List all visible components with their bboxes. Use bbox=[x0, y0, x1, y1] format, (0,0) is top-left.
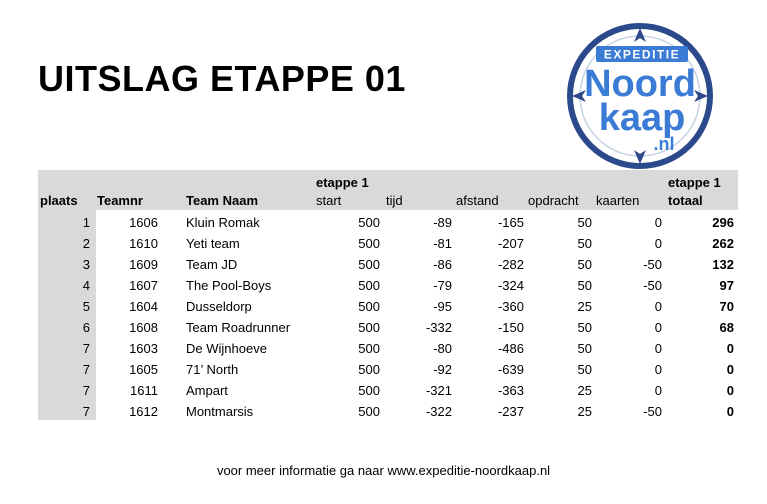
cell-plaats: 2 bbox=[82, 236, 90, 251]
cell-afstand: -282 bbox=[497, 257, 524, 272]
cell-naam: Ampart bbox=[186, 383, 228, 398]
cell-opdracht: 50 bbox=[577, 257, 592, 272]
cell-tijd: -95 bbox=[433, 299, 452, 314]
col-header-tijd: tijd bbox=[386, 193, 403, 208]
cell-totaal: 296 bbox=[712, 215, 734, 230]
cell-plaats: 7 bbox=[82, 341, 90, 356]
cell-teamnr: 1605 bbox=[129, 362, 158, 377]
col-header-plaats: plaats bbox=[40, 193, 78, 208]
cell-opdracht: 50 bbox=[577, 362, 592, 377]
cell-afstand: -360 bbox=[497, 299, 524, 314]
cell-teamnr: 1609 bbox=[129, 257, 158, 272]
cell-naam: De Wijnhoeve bbox=[186, 341, 267, 356]
cell-teamnr: 1611 bbox=[130, 383, 158, 398]
cell-opdracht: 50 bbox=[577, 278, 592, 293]
cell-start: 500 bbox=[358, 383, 380, 398]
cell-afstand: -363 bbox=[497, 383, 524, 398]
cell-plaats: 7 bbox=[82, 404, 90, 419]
cell-kaarten: 0 bbox=[654, 362, 662, 377]
col-header-teamnr: Teamnr bbox=[97, 193, 143, 208]
cell-naam: The Pool-Boys bbox=[186, 278, 272, 293]
col-header-totaal: totaal bbox=[668, 193, 703, 208]
cell-tijd: -92 bbox=[433, 362, 452, 377]
cell-start: 500 bbox=[358, 278, 380, 293]
cell-tijd: -80 bbox=[433, 341, 452, 356]
cell-start: 500 bbox=[358, 404, 380, 419]
cell-totaal: 262 bbox=[712, 236, 734, 251]
cell-tijd: -89 bbox=[433, 215, 452, 230]
cell-totaal: 0 bbox=[726, 362, 734, 377]
cell-naam: Team Roadrunner bbox=[186, 320, 291, 335]
cell-tijd: -322 bbox=[425, 404, 452, 419]
cell-teamnr: 1603 bbox=[129, 341, 158, 356]
cell-plaats: 5 bbox=[82, 299, 90, 314]
cell-plaats: 1 bbox=[82, 215, 90, 230]
page-title: UITSLAG ETAPPE 01 bbox=[38, 58, 406, 99]
cell-tijd: -86 bbox=[433, 257, 452, 272]
cell-afstand: -639 bbox=[497, 362, 524, 377]
cell-opdracht: 50 bbox=[577, 236, 592, 251]
cell-opdracht: 50 bbox=[577, 215, 592, 230]
cell-teamnr: 1612 bbox=[129, 404, 158, 419]
cell-start: 500 bbox=[358, 341, 380, 356]
cell-totaal: 68 bbox=[719, 320, 734, 335]
cell-naam: Team JD bbox=[186, 257, 238, 272]
col-header-opdracht: opdracht bbox=[528, 193, 579, 208]
cell-opdracht: 25 bbox=[577, 383, 592, 398]
cell-afstand: -486 bbox=[497, 341, 524, 356]
cell-afstand: -324 bbox=[497, 278, 524, 293]
cell-start: 500 bbox=[358, 362, 380, 377]
expeditie-noordkaap-logo bbox=[566, 22, 714, 170]
logo-line3: .nl bbox=[653, 134, 675, 154]
cell-naam: Kluin Romak bbox=[186, 215, 260, 230]
cell-kaarten: -50 bbox=[643, 404, 662, 419]
cell-opdracht: 25 bbox=[577, 299, 592, 314]
cell-afstand: -150 bbox=[497, 320, 524, 335]
cell-kaarten: 0 bbox=[654, 299, 662, 314]
cell-naam: Dusseldorp bbox=[186, 299, 252, 314]
cell-plaats: 7 bbox=[82, 383, 90, 398]
cell-teamnr: 1607 bbox=[129, 278, 158, 293]
cell-tijd: -81 bbox=[433, 236, 452, 251]
cell-teamnr: 1608 bbox=[129, 320, 158, 335]
cell-kaarten: -50 bbox=[643, 257, 662, 272]
cell-afstand: -165 bbox=[497, 215, 524, 230]
cell-kaarten: 0 bbox=[654, 383, 662, 398]
cell-plaats: 3 bbox=[82, 257, 90, 272]
cell-start: 500 bbox=[358, 320, 380, 335]
group-header-totaal: etappe 1 bbox=[668, 175, 721, 190]
cell-kaarten: 0 bbox=[654, 236, 662, 251]
cell-plaats: 7 bbox=[82, 362, 90, 377]
cell-plaats: 6 bbox=[82, 320, 90, 335]
cell-naam: Montmarsis bbox=[186, 404, 254, 419]
logo-top-text: EXPEDITIE bbox=[603, 47, 681, 62]
cell-totaal: 0 bbox=[726, 404, 734, 419]
col-header-team-naam: Team Naam bbox=[186, 193, 259, 208]
col-header-start: start bbox=[316, 193, 342, 208]
cell-start: 500 bbox=[358, 236, 380, 251]
cell-naam: Yeti team bbox=[186, 236, 240, 251]
cell-totaal: 97 bbox=[719, 278, 734, 293]
cell-tijd: -321 bbox=[425, 383, 452, 398]
cell-afstand: -237 bbox=[497, 404, 524, 419]
cell-start: 500 bbox=[358, 215, 380, 230]
cell-totaal: 70 bbox=[719, 299, 734, 314]
footer-info: voor meer informatie ga naar www.expeditie-noordkaap.nl bbox=[216, 463, 551, 478]
logo-line2: kaap bbox=[598, 97, 686, 139]
cell-opdracht: 50 bbox=[577, 320, 592, 335]
logo-line1: Noord bbox=[584, 63, 696, 105]
cell-totaal: 132 bbox=[712, 257, 734, 272]
cell-plaats: 4 bbox=[82, 278, 90, 293]
cell-tijd: -332 bbox=[425, 320, 452, 335]
col-header-afstand: afstand bbox=[456, 193, 499, 208]
cell-afstand: -207 bbox=[497, 236, 524, 251]
cell-start: 500 bbox=[358, 299, 380, 314]
cell-totaal: 0 bbox=[726, 383, 734, 398]
cell-teamnr: 1606 bbox=[129, 215, 158, 230]
cell-kaarten: 0 bbox=[654, 320, 662, 335]
cell-kaarten: -50 bbox=[643, 278, 662, 293]
cell-opdracht: 25 bbox=[577, 404, 592, 419]
cell-kaarten: 0 bbox=[654, 215, 662, 230]
cell-opdracht: 50 bbox=[577, 341, 592, 356]
cell-naam: 71’ North bbox=[186, 362, 239, 377]
col-header-kaarten: kaarten bbox=[596, 193, 640, 208]
cell-teamnr: 1610 bbox=[129, 236, 158, 251]
group-header-start: etappe 1 bbox=[316, 175, 369, 190]
cell-teamnr: 1604 bbox=[129, 299, 158, 314]
cell-totaal: 0 bbox=[726, 341, 734, 356]
cell-tijd: -79 bbox=[433, 278, 452, 293]
cell-start: 500 bbox=[358, 257, 380, 272]
cell-kaarten: 0 bbox=[654, 341, 662, 356]
